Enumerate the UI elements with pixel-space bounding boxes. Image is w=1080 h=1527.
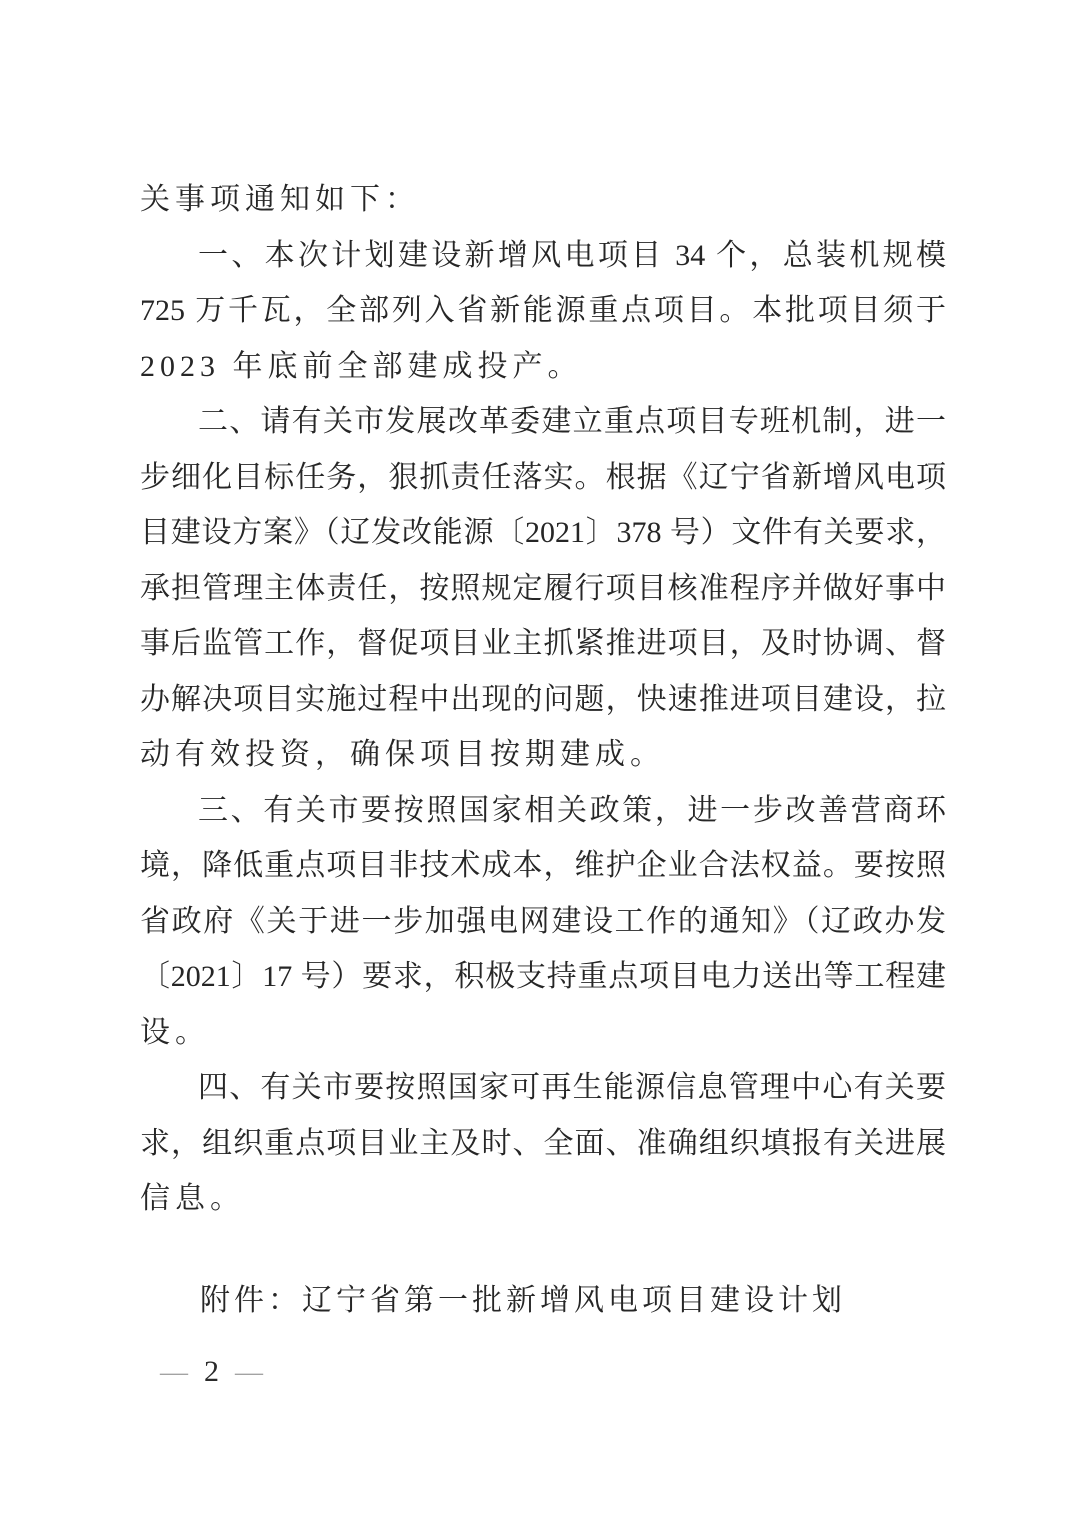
body-line: 求，组织重点项目业主及时、全面、准确组织填报有关进展 <box>140 1126 946 1160</box>
footer-dash-left: — <box>160 1357 188 1388</box>
blank-line <box>140 1227 946 1273</box>
body-line: 动有效投资，确保项目按期建成。 <box>140 738 665 771</box>
body-line: 事后监管工作，督促项目业主抓紧推进项目，及时协调、督 <box>140 627 946 660</box>
body-line: 承担管理主体责任，按照规定履行项目核准程序并做好事中 <box>140 571 946 605</box>
body-line: 设。 <box>140 1015 210 1049</box>
body-line: 2023 年底前全部建成投产。 <box>140 349 583 383</box>
body-line: 步细化目标任务，狠抓责任落实。根据《辽宁省新增风电项 <box>140 460 946 494</box>
body-line: 725 万千瓦，全部列入省新能源重点项目。本批项目须于 <box>140 294 946 327</box>
body-line: 关事项通知如下： <box>140 183 420 216</box>
body-line: 二、请有关市发展改革委建立重点项目专班机制，进一 <box>198 405 946 438</box>
document-body <box>140 172 946 1328</box>
body-line: 办解决项目实施过程中出现的问题，快速推进项目建设，拉 <box>140 682 946 716</box>
body-line: 信息。 <box>140 1182 245 1215</box>
page-footer <box>160 1352 263 1393</box>
body-line: 目建设方案》（辽发改能源〔2021〕378 号）文件有关要求， <box>140 516 946 549</box>
page-number: 2 <box>204 1355 219 1388</box>
body-line: 省政府《关于进一步加强电网建设工作的通知》（辽政办发 <box>140 904 946 938</box>
attachment-line: 附件：辽宁省第一批新增风电项目建设计划 <box>200 1283 846 1317</box>
body-line: 〔2021〕17 号）要求，积极支持重点项目电力送出等工程建 <box>140 960 946 993</box>
body-line: 三、有关市要按照国家相关政策，进一步改善营商环 <box>198 793 946 827</box>
body-line: 境，降低重点项目非技术成本，维护企业合法权益。要按照 <box>140 849 946 882</box>
body-line: 四、有关市要按照国家可再生能源信息管理中心有关要 <box>198 1071 946 1104</box>
body-line: 一、本次计划建设新增风电项目 34 个，总装机规模 <box>198 238 946 272</box>
footer-dash-right: — <box>235 1357 263 1388</box>
